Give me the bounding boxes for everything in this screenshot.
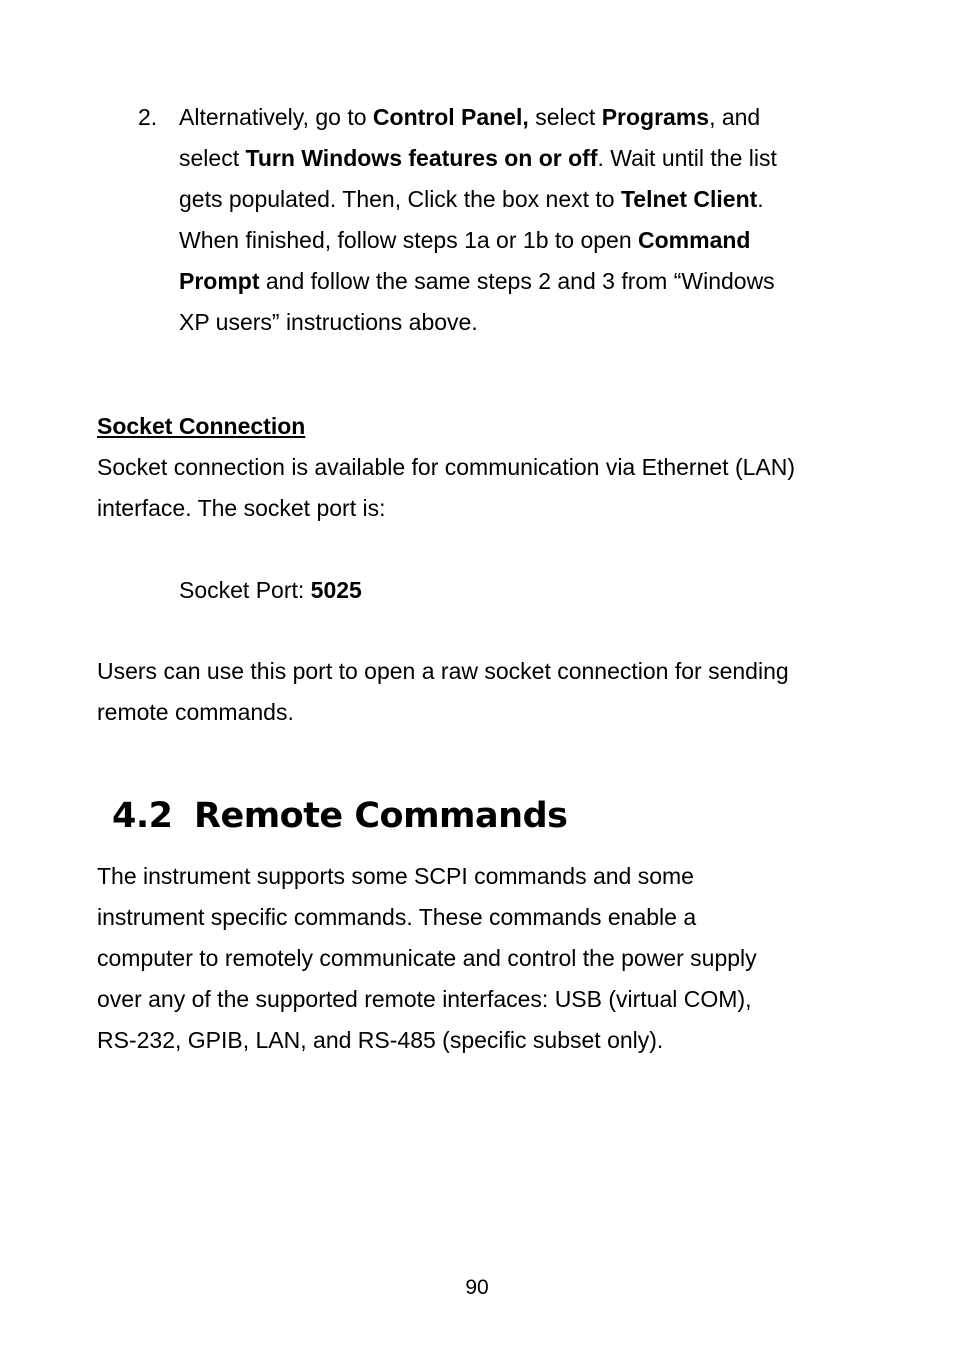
- socket-usage-paragraph: [97, 651, 867, 733]
- socket-port-line: [179, 570, 362, 611]
- windows-features-term: Turn Windows features on or off: [245, 145, 598, 171]
- paragraph-line: Socket connection is available for communication via Ethernet (LAN): [97, 454, 796, 480]
- socket-connection-heading: Socket Connection: [97, 413, 306, 439]
- paragraph-line: Users can use this port to open a raw socket connection for sending: [97, 658, 789, 684]
- paragraph-line: RS-232, GPIB, LAN, and RS-485 (specific subset only).: [97, 1027, 664, 1053]
- step-2-line-3: [179, 179, 858, 220]
- page-number: 90: [465, 1276, 489, 1299]
- section-title: Remote Commands: [194, 796, 568, 836]
- remote-commands-paragraph: [97, 856, 867, 1061]
- text-run: select: [528, 104, 602, 130]
- step-2-text: [179, 97, 858, 343]
- paragraph-line: interface. The socket port is:: [97, 495, 386, 521]
- control-panel-term: Control Panel,: [372, 104, 529, 130]
- text-run: .: [757, 186, 764, 212]
- step-2-line-1: [179, 97, 858, 138]
- step-2-line-4: [179, 220, 858, 261]
- command-term: Command: [638, 227, 751, 253]
- section-heading-remote-commands: [112, 790, 567, 842]
- text-run: select: [179, 145, 246, 171]
- step-2-line-5: [179, 261, 858, 302]
- socket-port-label: Socket Port:: [179, 577, 311, 603]
- text-run: Alternatively, go to: [179, 104, 373, 130]
- paragraph-line: The instrument supports some SCPI commands and some: [97, 863, 694, 889]
- socket-port-value: 5025: [310, 577, 362, 603]
- text-run: and follow the same steps 2 and 3 from “Windows: [259, 268, 775, 294]
- text-run: When finished, follow steps 1a or 1b to open: [179, 227, 639, 253]
- paragraph-line: remote commands.: [97, 699, 294, 725]
- paragraph-line: over any of the supported remote interfaces: USB (virtual COM),: [97, 986, 752, 1012]
- prompt-term: Prompt: [179, 268, 260, 294]
- programs-term: Programs: [601, 104, 710, 130]
- telnet-client-term: Telnet Client: [620, 186, 758, 212]
- socket-intro-paragraph: [97, 447, 867, 529]
- text-run: , and: [709, 104, 761, 130]
- section-number: 4.2: [112, 796, 173, 836]
- step-2-line-6: [179, 302, 858, 343]
- paragraph-line: computer to remotely communicate and control the power supply: [97, 945, 757, 971]
- text-run: gets populated. Then, Click the box next to: [179, 186, 621, 212]
- list-item-number: 2.: [138, 104, 158, 130]
- text-run: . Wait until the list: [597, 145, 777, 171]
- paragraph-line: instrument specific commands. These commands enable a: [97, 904, 697, 930]
- step-2-line-2: [179, 138, 858, 179]
- text-run: XP users” instructions above.: [179, 309, 478, 335]
